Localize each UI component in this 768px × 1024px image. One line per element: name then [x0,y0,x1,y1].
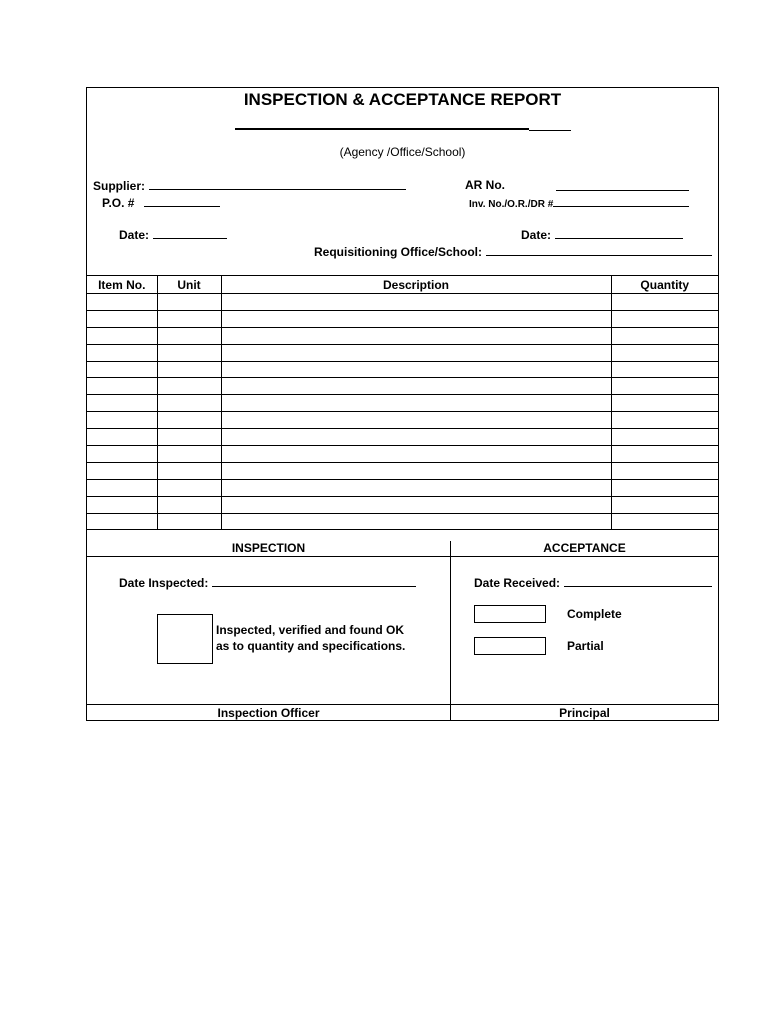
table-row [87,446,718,463]
description-cell[interactable] [221,310,611,327]
inspection-acceptance-section [87,541,718,720]
description-cell[interactable] [221,513,611,530]
description-cell[interactable] [221,446,611,463]
quantity-cell[interactable] [611,361,718,378]
inspection-heading: INSPECTION [87,541,450,557]
quantity-cell[interactable] [611,429,718,446]
item-no-cell[interactable] [87,395,157,412]
item-no-cell[interactable] [87,327,157,344]
quantity-cell[interactable] [611,479,718,496]
unit-cell[interactable] [157,446,221,463]
description-cell[interactable] [221,462,611,479]
description-cell[interactable] [221,327,611,344]
table-row [87,395,718,412]
date-left-label: Date: [119,228,150,242]
unit-cell[interactable] [157,310,221,327]
description-cell[interactable] [221,429,611,446]
table-row [87,462,718,479]
item-no-cell[interactable] [87,412,157,429]
inspection-statement-line1: Inspected, verified and found OK [216,623,405,637]
table-row [87,412,718,429]
items-table-header-row [87,276,718,294]
ar-no-input-line[interactable] [556,179,689,191]
header-description: Description [221,276,611,294]
agency-label: (Agency /Office/School) [339,145,466,159]
header-unit: Unit [157,276,221,294]
header-quantity: Quantity [611,276,718,294]
inspection-acceptance-form [86,87,719,721]
requisitioning-label: Requisitioning Office/School: [314,245,482,259]
item-no-cell[interactable] [87,479,157,496]
po-label: P.O. # [102,196,135,210]
quantity-cell[interactable] [611,310,718,327]
partial-checkbox[interactable] [474,637,546,655]
quantity-cell[interactable] [611,412,718,429]
item-no-cell[interactable] [87,446,157,463]
description-cell[interactable] [221,496,611,513]
table-row [87,496,718,513]
quantity-cell[interactable] [611,294,718,311]
unit-cell[interactable] [157,378,221,395]
po-input-line[interactable] [144,195,220,207]
items-table [87,275,718,530]
unit-cell[interactable] [157,412,221,429]
agency-name-line-extension [529,130,571,131]
date-inspected-field [119,575,416,590]
requisitioning-field [314,244,712,259]
description-cell[interactable] [221,294,611,311]
inv-no-input-line[interactable] [553,197,689,207]
agency-name-line[interactable] [235,128,529,130]
date-right-field [521,227,683,242]
date-received-label: Date Received: [474,576,561,590]
item-no-cell[interactable] [87,310,157,327]
acceptance-heading: ACCEPTANCE [451,541,718,557]
table-row [87,513,718,530]
item-no-cell[interactable] [87,378,157,395]
ar-no-label: AR No. [465,178,505,192]
date-received-field [474,575,712,590]
description-cell[interactable] [221,361,611,378]
unit-cell[interactable] [157,327,221,344]
unit-cell[interactable] [157,395,221,412]
unit-cell[interactable] [157,479,221,496]
quantity-cell[interactable] [611,327,718,344]
supplier-label: Supplier: [93,179,146,193]
quantity-cell[interactable] [611,446,718,463]
inspected-ok-checkbox[interactable] [157,614,213,664]
item-no-cell[interactable] [87,513,157,530]
table-row [87,294,718,311]
unit-cell[interactable] [157,361,221,378]
requisitioning-input-line[interactable] [486,244,712,256]
item-no-cell[interactable] [87,294,157,311]
table-row [87,378,718,395]
table-row [87,327,718,344]
item-no-cell[interactable] [87,344,157,361]
unit-cell[interactable] [157,513,221,530]
date-right-input-line[interactable] [555,227,683,239]
table-row [87,361,718,378]
description-cell[interactable] [221,479,611,496]
form-title: INSPECTION & ACCEPTANCE REPORT [243,90,562,109]
quantity-cell[interactable] [611,513,718,530]
table-row [87,344,718,361]
description-cell[interactable] [221,412,611,429]
date-left-field [119,227,227,242]
quantity-cell[interactable] [611,462,718,479]
date-received-input-line[interactable] [564,575,712,587]
item-no-cell[interactable] [87,496,157,513]
quantity-cell[interactable] [611,378,718,395]
item-no-cell[interactable] [87,361,157,378]
unit-cell[interactable] [157,294,221,311]
supplier-input-line[interactable] [149,178,406,190]
supplier-field [93,178,406,193]
quantity-cell[interactable] [611,344,718,361]
inv-no-label: Inv. No./O.R./DR # [469,199,554,210]
quantity-cell[interactable] [611,395,718,412]
inspection-statement-line2: as to quantity and specifications. [216,639,406,653]
table-row [87,429,718,446]
unit-cell[interactable] [157,496,221,513]
ar-no-field [465,178,505,192]
item-no-cell[interactable] [87,462,157,479]
item-no-cell[interactable] [87,429,157,446]
section-divider [450,541,451,720]
date-inspected-label: Date Inspected: [119,576,209,590]
date-inspected-input-line[interactable] [212,575,416,587]
quantity-cell[interactable] [611,496,718,513]
description-cell[interactable] [221,344,611,361]
ar-no-input-line-wrap [556,178,689,196]
date-left-input-line[interactable] [153,227,227,239]
unit-cell[interactable] [157,344,221,361]
date-right-label: Date: [521,228,552,242]
po-field [102,195,220,210]
partial-label: Partial [567,639,604,653]
complete-checkbox[interactable] [474,605,546,623]
complete-label: Complete [567,607,622,621]
header-item-no: Item No. [87,276,157,294]
unit-cell[interactable] [157,462,221,479]
inspection-officer-label: Inspection Officer [217,706,320,720]
description-cell[interactable] [221,395,611,412]
principal-label: Principal [559,706,610,720]
table-row [87,310,718,327]
signatory-divider [87,704,718,705]
description-cell[interactable] [221,378,611,395]
table-row [87,479,718,496]
unit-cell[interactable] [157,429,221,446]
inv-no-field [469,197,689,210]
items-table-body [87,294,718,530]
